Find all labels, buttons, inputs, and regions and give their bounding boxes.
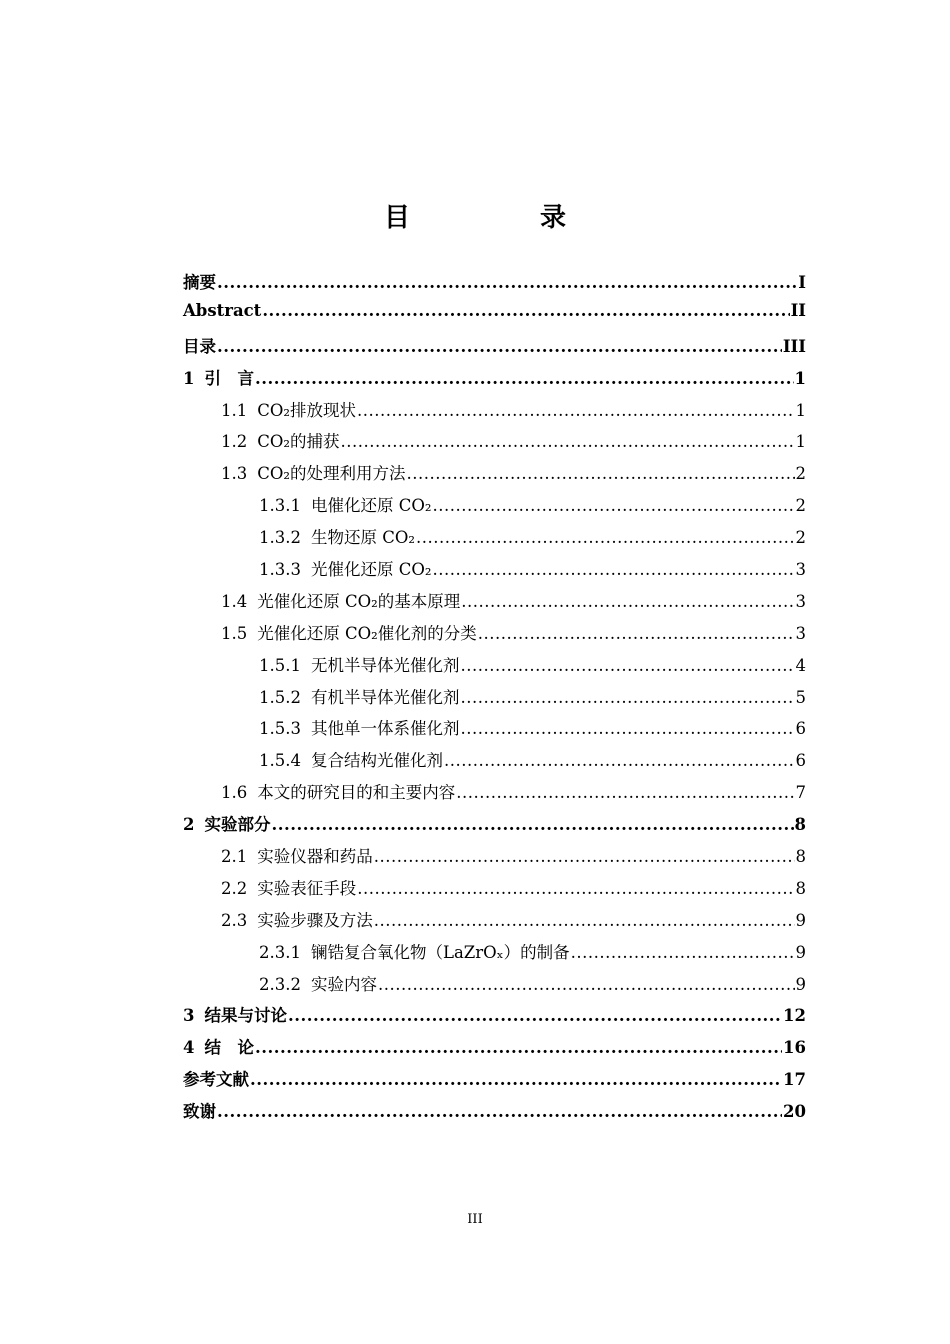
toc-entry-title-part: 目 [183,336,200,356]
toc-entry[interactable] [183,1098,806,1130]
toc-entry[interactable] [183,333,806,365]
toc-entry[interactable] [183,556,806,588]
toc-entry-title-part: 要 [199,273,216,292]
toc-entry[interactable] [183,397,806,429]
dot-leader [460,688,794,707]
toc-entry-title: CO₂的捕获 [257,432,340,452]
toc-entry[interactable] [183,524,806,556]
toc-entry-title: 电催化还原 CO₂ [310,496,432,516]
toc-entry-title: 光催化还原 CO₂ [310,560,432,580]
toc-entry-page: 1 [794,368,806,388]
toc-entry-title: 复合结构光催化剂 [310,751,443,771]
toc-entry[interactable] [183,843,806,875]
toc-entry-title: 参考文献 [183,1070,249,1090]
toc-entry-number: 1.6 [221,783,248,803]
toc-entry-page: 8 [794,815,806,835]
toc-entry-page: 4 [795,655,806,675]
toc-entry-page: 17 [783,1070,806,1090]
dot-leader [341,432,795,451]
toc-entry[interactable] [183,365,806,397]
toc-entry-number: 2.3 [221,910,248,930]
toc-entry-page: 1 [795,432,806,452]
toc-entry-title: 光催化还原 CO₂催化剂的分类 [257,623,477,643]
dot-leader [460,719,794,738]
toc-entry-page: III [782,336,806,356]
dot-leader [460,656,794,675]
toc-entry[interactable] [183,1034,806,1066]
toc-entry-number: 1.5.2 [259,687,301,707]
dot-leader [357,401,794,420]
toc-entry-page: 6 [795,751,806,771]
toc-entry[interactable] [183,779,806,811]
toc-entry[interactable] [183,907,806,939]
dot-leader [271,815,793,834]
toc-entry-title: 生物还原 CO₂ [310,528,415,548]
toc-entry-page: 3 [795,560,806,580]
toc-entry-number: 2.3.1 [259,942,301,962]
toc-entry-title [183,333,216,357]
toc-entry[interactable] [183,715,806,747]
toc-entry-number: 1.5.3 [259,719,301,739]
dot-leader [217,273,797,292]
toc-entry-page: 1 [795,400,806,420]
toc-entry-title: 实验仪器和药品 [257,847,373,867]
toc-entry-page: 2 [795,528,806,548]
dot-leader [255,1038,782,1057]
toc-entry[interactable] [183,875,806,907]
toc-entry-title: 镧锆复合氧化物（LaZrOₓ）的制备 [310,942,570,962]
toc-entry-number: 2 [183,815,195,835]
toc-entry-title: 引 言 [204,368,254,388]
toc-entry-number: 1.3 [221,464,248,484]
toc-entry[interactable] [183,460,806,492]
toc-entry-page: 2 [795,496,806,516]
toc-entry-page: 2 [795,464,806,484]
dot-leader [255,369,794,388]
dot-leader [433,560,795,579]
dot-leader [461,592,794,611]
toc-entry-number: 1.4 [221,591,248,611]
toc-entry[interactable] [183,747,806,779]
toc-entry-title-part: 录 [199,336,216,356]
toc-entry-page: 7 [795,783,806,803]
toc-entry-title: 光催化还原 CO₂的基本原理 [257,591,461,611]
toc-entry-title-part: 摘 [183,273,200,292]
toc-entry-number: 3 [183,1006,195,1026]
dot-leader [478,624,795,643]
toc-entry-title [183,1098,216,1122]
toc-entry-page: II [790,300,806,320]
toc-entry-title: Abstract [183,300,262,320]
dot-leader [217,337,782,356]
toc-entry-number: 1.2 [221,432,248,452]
toc-entry-page: 9 [795,942,806,962]
toc-entry-title: 无机半导体光催化剂 [310,655,460,675]
toc-entry-page: 12 [783,1006,806,1026]
toc-entry-title: 本文的研究目的和主要内容 [257,783,456,803]
toc-entry[interactable] [183,1002,806,1034]
toc-entry-page: 16 [783,1038,806,1058]
dot-leader [433,496,795,515]
toc-entry[interactable] [183,588,806,620]
toc-entry-page: 9 [795,974,806,994]
dot-leader [217,1102,782,1121]
toc-entry[interactable] [183,301,806,333]
toc-entry-number: 2.1 [221,847,248,867]
toc-entry-title-part: 致 [183,1102,200,1122]
toc-entry-page: 9 [795,910,806,930]
toc-entry[interactable] [183,939,806,971]
dot-leader [357,879,794,898]
page-title: 目 录 [383,203,618,233]
toc-entry-page: I [798,273,806,292]
toc-entry-title: 实验表征手段 [257,878,357,898]
toc-entry-title: 有机半导体光催化剂 [310,687,460,707]
toc-entry-page: 8 [795,878,806,898]
toc-entry-title: 结果与讨论 [204,1006,287,1026]
toc-entry-number: 1.5.1 [259,655,301,675]
dot-leader [262,301,789,320]
dot-leader [416,528,795,547]
toc-entry-title: 实验内容 [310,974,377,994]
toc-entry-page: 20 [783,1102,806,1122]
dot-leader [456,783,794,802]
toc-entry-number: 1 [183,368,195,388]
toc-entry-number: 1.1 [221,400,248,420]
dot-leader [288,1006,782,1025]
toc-entry-title: CO₂的处理利用方法 [257,464,406,484]
toc-entry-page: 3 [795,591,806,611]
toc-entry-title: CO₂排放现状 [257,400,357,420]
toc-entry-number: 1.3.2 [259,528,301,548]
toc-entry-number: 2.3.2 [259,974,301,994]
toc-entry[interactable] [183,620,806,652]
toc-entry[interactable] [183,1066,806,1098]
dot-leader [571,943,795,962]
toc-entry[interactable] [183,428,806,460]
toc-entry-number: 2.2 [221,878,248,898]
toc-entry[interactable] [183,652,806,684]
toc-entry-title-part: 谢 [199,1102,216,1122]
toc-entry-title: 其他单一体系催化剂 [310,719,460,739]
toc-entry-title [183,269,216,293]
toc-entry-title: 实验部分 [204,815,271,835]
dot-leader [250,1070,782,1089]
toc-entry[interactable] [183,971,806,1003]
toc-entry[interactable] [183,492,806,524]
toc-entry-number: 4 [183,1038,195,1058]
toc-entry-page: 5 [795,687,806,707]
dot-leader [378,975,795,994]
toc-entry-title: 结 论 [204,1038,254,1058]
toc-entry-number: 1.3.3 [259,560,301,580]
toc-entry-title: 实验步骤及方法 [257,910,373,930]
toc-entry[interactable] [183,684,806,716]
toc-entry-number: 1.3.1 [259,496,301,516]
dot-leader [444,751,795,770]
dot-leader [374,911,795,930]
toc-entry-page: 6 [795,719,806,739]
toc-entry[interactable] [183,269,806,301]
toc-entry[interactable] [183,811,806,843]
dot-leader [407,464,795,483]
toc-entry-page: 8 [795,847,806,867]
toc-entry-number: 1.5.4 [259,751,301,771]
table-of-contents [183,269,806,1130]
toc-entry-number: 1.5 [221,623,248,643]
page-number: III [467,1212,483,1227]
toc-entry-page: 3 [795,623,806,643]
dot-leader [374,847,795,866]
